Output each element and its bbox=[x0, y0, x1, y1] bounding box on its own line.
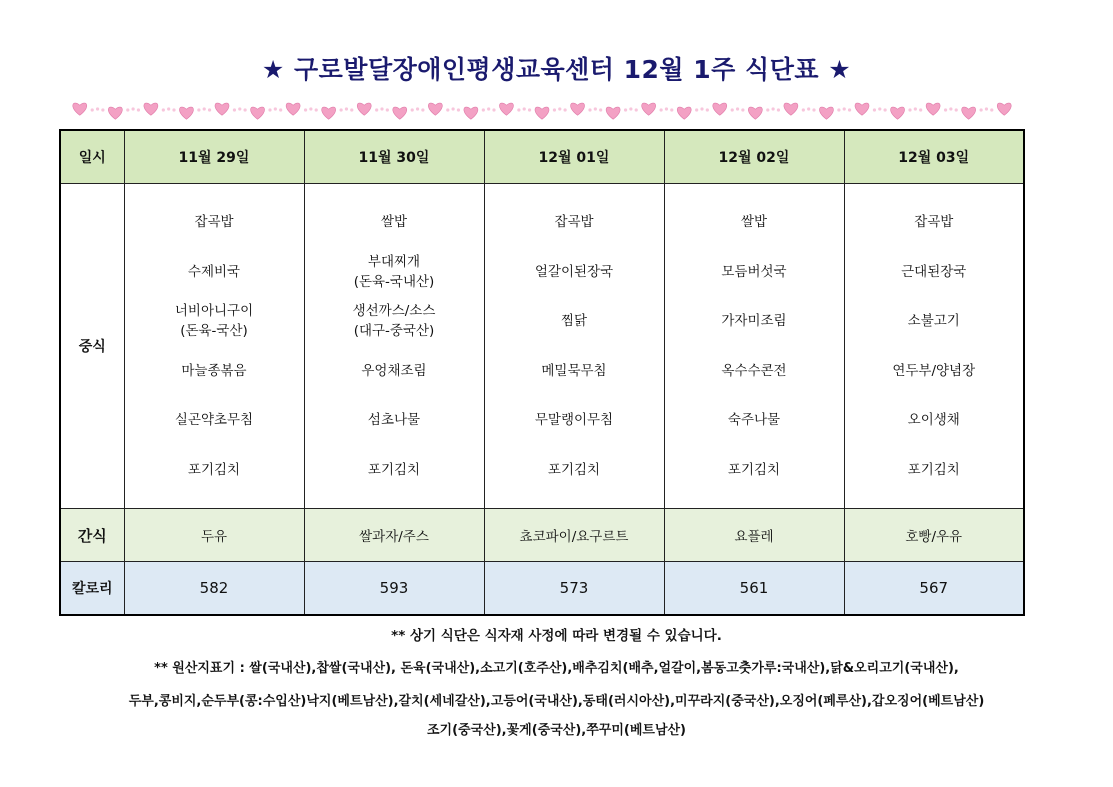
origin-notice-line2: 두부,콩비지,순두부(콩:수입산)낙지(베트남산),갈치(세네갈산),고등어(국내산),동태(러시아산),미꾸라지(중국산),오징어(페루산),갑오징어(베트남산) bbox=[128, 694, 985, 709]
dot-decoration bbox=[208, 108, 211, 111]
date-label: 일시 bbox=[60, 130, 124, 184]
dish-item: 우엉채조림 bbox=[361, 362, 427, 379]
dot-decoration bbox=[564, 108, 567, 111]
dot-decoration bbox=[452, 107, 455, 110]
heart-icon bbox=[926, 103, 940, 115]
dish-item: 메밀묵무침 bbox=[541, 362, 607, 379]
heart-icon bbox=[748, 107, 762, 119]
dish-list bbox=[125, 202, 304, 490]
date-cell: 11월 29일 bbox=[124, 130, 304, 184]
heart-icon bbox=[642, 103, 656, 115]
dot-decoration bbox=[132, 107, 135, 110]
dot-decoration bbox=[772, 107, 775, 110]
dish-item: 연두부/양념장 bbox=[892, 362, 976, 379]
snack-cell: 호빵/우유 bbox=[844, 509, 1024, 562]
dish-list bbox=[845, 202, 1024, 490]
dish-item: 가자미조림 bbox=[721, 313, 787, 330]
date-cell: 12월 02일 bbox=[664, 130, 844, 184]
dot-decoration bbox=[884, 108, 887, 111]
dot-decoration bbox=[624, 108, 627, 111]
dish-item: 근대된장국 bbox=[901, 263, 967, 280]
origin-notice-line1: ** 원산지표기 : 쌀(국내산),찹쌀(국내산), 돈육(국내산),소고기(호주산),배추김치(배추,얼갈이,봄동고춧가루:국내산),닭&오리고기(국내산), bbox=[154, 661, 959, 676]
dot-decoration bbox=[172, 108, 175, 111]
dot-decoration bbox=[345, 107, 348, 110]
snack-cell: 두유 bbox=[124, 509, 304, 562]
heart-icon bbox=[606, 107, 620, 119]
dish-item: 생선까스/소스 (대구-중국산) bbox=[352, 303, 436, 340]
dot-decoration bbox=[706, 108, 709, 111]
date-cell: 12월 03일 bbox=[844, 130, 1024, 184]
dot-decoration bbox=[919, 108, 922, 111]
heart-icon bbox=[819, 107, 833, 119]
dot-decoration bbox=[594, 107, 597, 110]
dot-decoration bbox=[843, 107, 846, 110]
dot-decoration bbox=[244, 108, 247, 111]
dish-item: 찜닭 bbox=[560, 313, 588, 330]
lunch-row bbox=[60, 184, 1024, 509]
dot-decoration bbox=[980, 108, 983, 111]
dot-decoration bbox=[848, 108, 851, 111]
dot-decoration bbox=[837, 108, 840, 111]
lunch-cell bbox=[664, 184, 844, 509]
dish-item: 소불고기 bbox=[907, 313, 960, 330]
dot-decoration bbox=[766, 108, 769, 111]
dot-decoration bbox=[238, 107, 241, 110]
heart-icon bbox=[677, 107, 691, 119]
date-cell: 12월 01일 bbox=[484, 130, 664, 184]
calorie-cell: 582 bbox=[124, 562, 304, 616]
dish-item: 수제비국 bbox=[187, 263, 241, 280]
dot-decoration bbox=[274, 107, 277, 110]
dot-decoration bbox=[985, 107, 988, 110]
dot-decoration bbox=[416, 107, 419, 110]
dot-decoration bbox=[588, 108, 591, 111]
dot-decoration bbox=[523, 107, 526, 110]
dot-decoration bbox=[457, 108, 460, 111]
snack-label: 간식 bbox=[60, 509, 124, 562]
dish-item: 부대찌개 (돈육-국내산) bbox=[353, 253, 435, 290]
dot-decoration bbox=[375, 108, 378, 111]
calorie-row bbox=[60, 562, 1024, 616]
dot-decoration bbox=[528, 108, 531, 111]
dot-decoration bbox=[446, 108, 449, 111]
heart-icon bbox=[322, 107, 336, 119]
dot-decoration bbox=[386, 108, 389, 111]
dish-item: 너비아니구이 (돈육-국산) bbox=[174, 303, 254, 340]
heart-icon bbox=[784, 103, 798, 115]
dot-decoration bbox=[167, 107, 170, 110]
dot-decoration bbox=[350, 108, 353, 111]
dot-decoration bbox=[96, 107, 99, 110]
dot-decoration bbox=[695, 108, 698, 111]
heart-icon bbox=[73, 103, 87, 115]
dot-decoration bbox=[731, 108, 734, 111]
heart-icon bbox=[428, 103, 442, 115]
dot-decoration bbox=[914, 107, 917, 110]
heart-icon bbox=[179, 107, 193, 119]
menu-table bbox=[59, 129, 1025, 616]
dish-item: 포기김치 bbox=[727, 461, 781, 478]
heart-icon bbox=[357, 103, 371, 115]
change-notice: ** 상기 식단은 식자재 사정에 따라 변경될 수 있습니다. bbox=[391, 628, 722, 644]
dot-decoration bbox=[482, 108, 485, 111]
dot-decoration bbox=[670, 108, 673, 111]
dot-decoration bbox=[268, 108, 271, 111]
dish-item: 포기김치 bbox=[547, 461, 601, 478]
dot-decoration bbox=[101, 108, 104, 111]
dot-decoration bbox=[91, 108, 94, 111]
dot-decoration bbox=[203, 107, 206, 110]
heart-border-svg bbox=[62, 97, 1022, 123]
snack-cell: 요플레 bbox=[664, 509, 844, 562]
lunch-cell bbox=[484, 184, 664, 509]
dot-decoration bbox=[878, 107, 881, 110]
dot-decoration bbox=[309, 107, 312, 110]
dot-decoration bbox=[553, 108, 556, 111]
dot-decoration bbox=[908, 108, 911, 111]
dish-item: 얼갈이된장국 bbox=[534, 263, 614, 280]
dish-item: 오이생채 bbox=[907, 412, 960, 429]
heart-border-decoration bbox=[62, 97, 1022, 123]
heart-icon bbox=[251, 107, 265, 119]
heart-icon bbox=[464, 107, 478, 119]
heart-icon bbox=[286, 103, 300, 115]
heart-icon bbox=[535, 107, 549, 119]
heart-icon bbox=[144, 103, 158, 115]
dish-item: 포기김치 bbox=[367, 461, 421, 478]
dot-decoration bbox=[777, 108, 780, 111]
dot-decoration bbox=[340, 108, 343, 111]
snack-row bbox=[60, 509, 1024, 562]
dot-decoration bbox=[802, 108, 805, 111]
dish-item: 마늘종볶음 bbox=[181, 362, 247, 379]
dish-item: 쌀밥 bbox=[740, 214, 768, 230]
calorie-cell: 573 bbox=[484, 562, 664, 616]
dot-decoration bbox=[162, 108, 165, 111]
dot-decoration bbox=[949, 107, 952, 110]
dot-decoration bbox=[558, 107, 561, 110]
dish-item: 숙주나물 bbox=[727, 412, 781, 429]
heart-icon bbox=[571, 103, 585, 115]
calorie-cell: 567 bbox=[844, 562, 1024, 616]
dot-decoration bbox=[233, 108, 236, 111]
dot-decoration bbox=[137, 108, 140, 111]
dish-item: 모듬버섯국 bbox=[721, 263, 787, 280]
dot-decoration bbox=[487, 107, 490, 110]
dot-decoration bbox=[812, 108, 815, 111]
dot-decoration bbox=[873, 108, 876, 111]
calorie-cell: 593 bbox=[304, 562, 484, 616]
dot-decoration bbox=[517, 108, 520, 111]
dish-item: 잡곡밥 bbox=[194, 214, 234, 230]
dot-decoration bbox=[629, 107, 632, 110]
heart-icon bbox=[215, 103, 229, 115]
dot-decoration bbox=[304, 108, 307, 111]
dot-decoration bbox=[807, 107, 810, 110]
dish-item: 잡곡밥 bbox=[554, 214, 594, 230]
dot-decoration bbox=[421, 108, 424, 111]
dot-decoration bbox=[741, 108, 744, 111]
snack-cell: 쌀과자/주스 bbox=[304, 509, 484, 562]
heart-icon bbox=[108, 107, 122, 119]
dish-item: 무말랭이무침 bbox=[534, 412, 614, 429]
heart-icon bbox=[499, 103, 513, 115]
dish-item: 잡곡밥 bbox=[914, 214, 954, 230]
dish-item: 포기김치 bbox=[907, 461, 960, 478]
dish-item: 포기김치 bbox=[187, 461, 241, 478]
dot-decoration bbox=[944, 108, 947, 111]
dish-item: 실곤약초무침 bbox=[174, 412, 254, 429]
heart-icon bbox=[393, 107, 407, 119]
dot-decoration bbox=[660, 108, 663, 111]
dot-decoration bbox=[990, 108, 993, 111]
dot-decoration bbox=[315, 108, 318, 111]
heart-icon bbox=[713, 103, 727, 115]
dot-decoration bbox=[380, 107, 383, 110]
heart-icon bbox=[962, 107, 976, 119]
calorie-label: 칼로리 bbox=[60, 562, 124, 616]
origin-notice-line3: 조기(중국산),꽃게(중국산),쭈꾸미(베트남산) bbox=[426, 723, 686, 738]
dish-list bbox=[305, 202, 484, 490]
lunch-cell bbox=[304, 184, 484, 509]
calorie-cell: 561 bbox=[664, 562, 844, 616]
date-header-row bbox=[60, 130, 1024, 184]
lunch-cell bbox=[844, 184, 1024, 509]
snack-cell: 쵸코파이/요구르트 bbox=[484, 509, 664, 562]
date-cell: 11월 30일 bbox=[304, 130, 484, 184]
dish-item: 쌀밥 bbox=[380, 214, 408, 230]
lunch-cell bbox=[124, 184, 304, 509]
dish-list bbox=[665, 202, 844, 490]
dot-decoration bbox=[665, 107, 668, 110]
dish-list bbox=[485, 202, 664, 490]
page-title: ★ 구로발달장애인평생교육센터 12월 1주 식단표 ★ bbox=[261, 55, 852, 84]
dot-decoration bbox=[411, 108, 414, 111]
dot-decoration bbox=[126, 108, 129, 111]
dish-item: 섬초나물 bbox=[367, 412, 421, 429]
dot-decoration bbox=[700, 107, 703, 110]
heart-icon bbox=[891, 107, 905, 119]
dot-decoration bbox=[635, 108, 638, 111]
heart-icon bbox=[855, 103, 869, 115]
dot-decoration bbox=[599, 108, 602, 111]
dot-decoration bbox=[736, 107, 739, 110]
dish-item: 옥수수콘전 bbox=[721, 362, 787, 379]
dot-decoration bbox=[955, 108, 958, 111]
lunch-label: 중식 bbox=[60, 184, 124, 509]
heart-icon bbox=[997, 103, 1011, 115]
dot-decoration bbox=[492, 108, 495, 111]
dot-decoration bbox=[197, 108, 200, 111]
dot-decoration bbox=[279, 108, 282, 111]
